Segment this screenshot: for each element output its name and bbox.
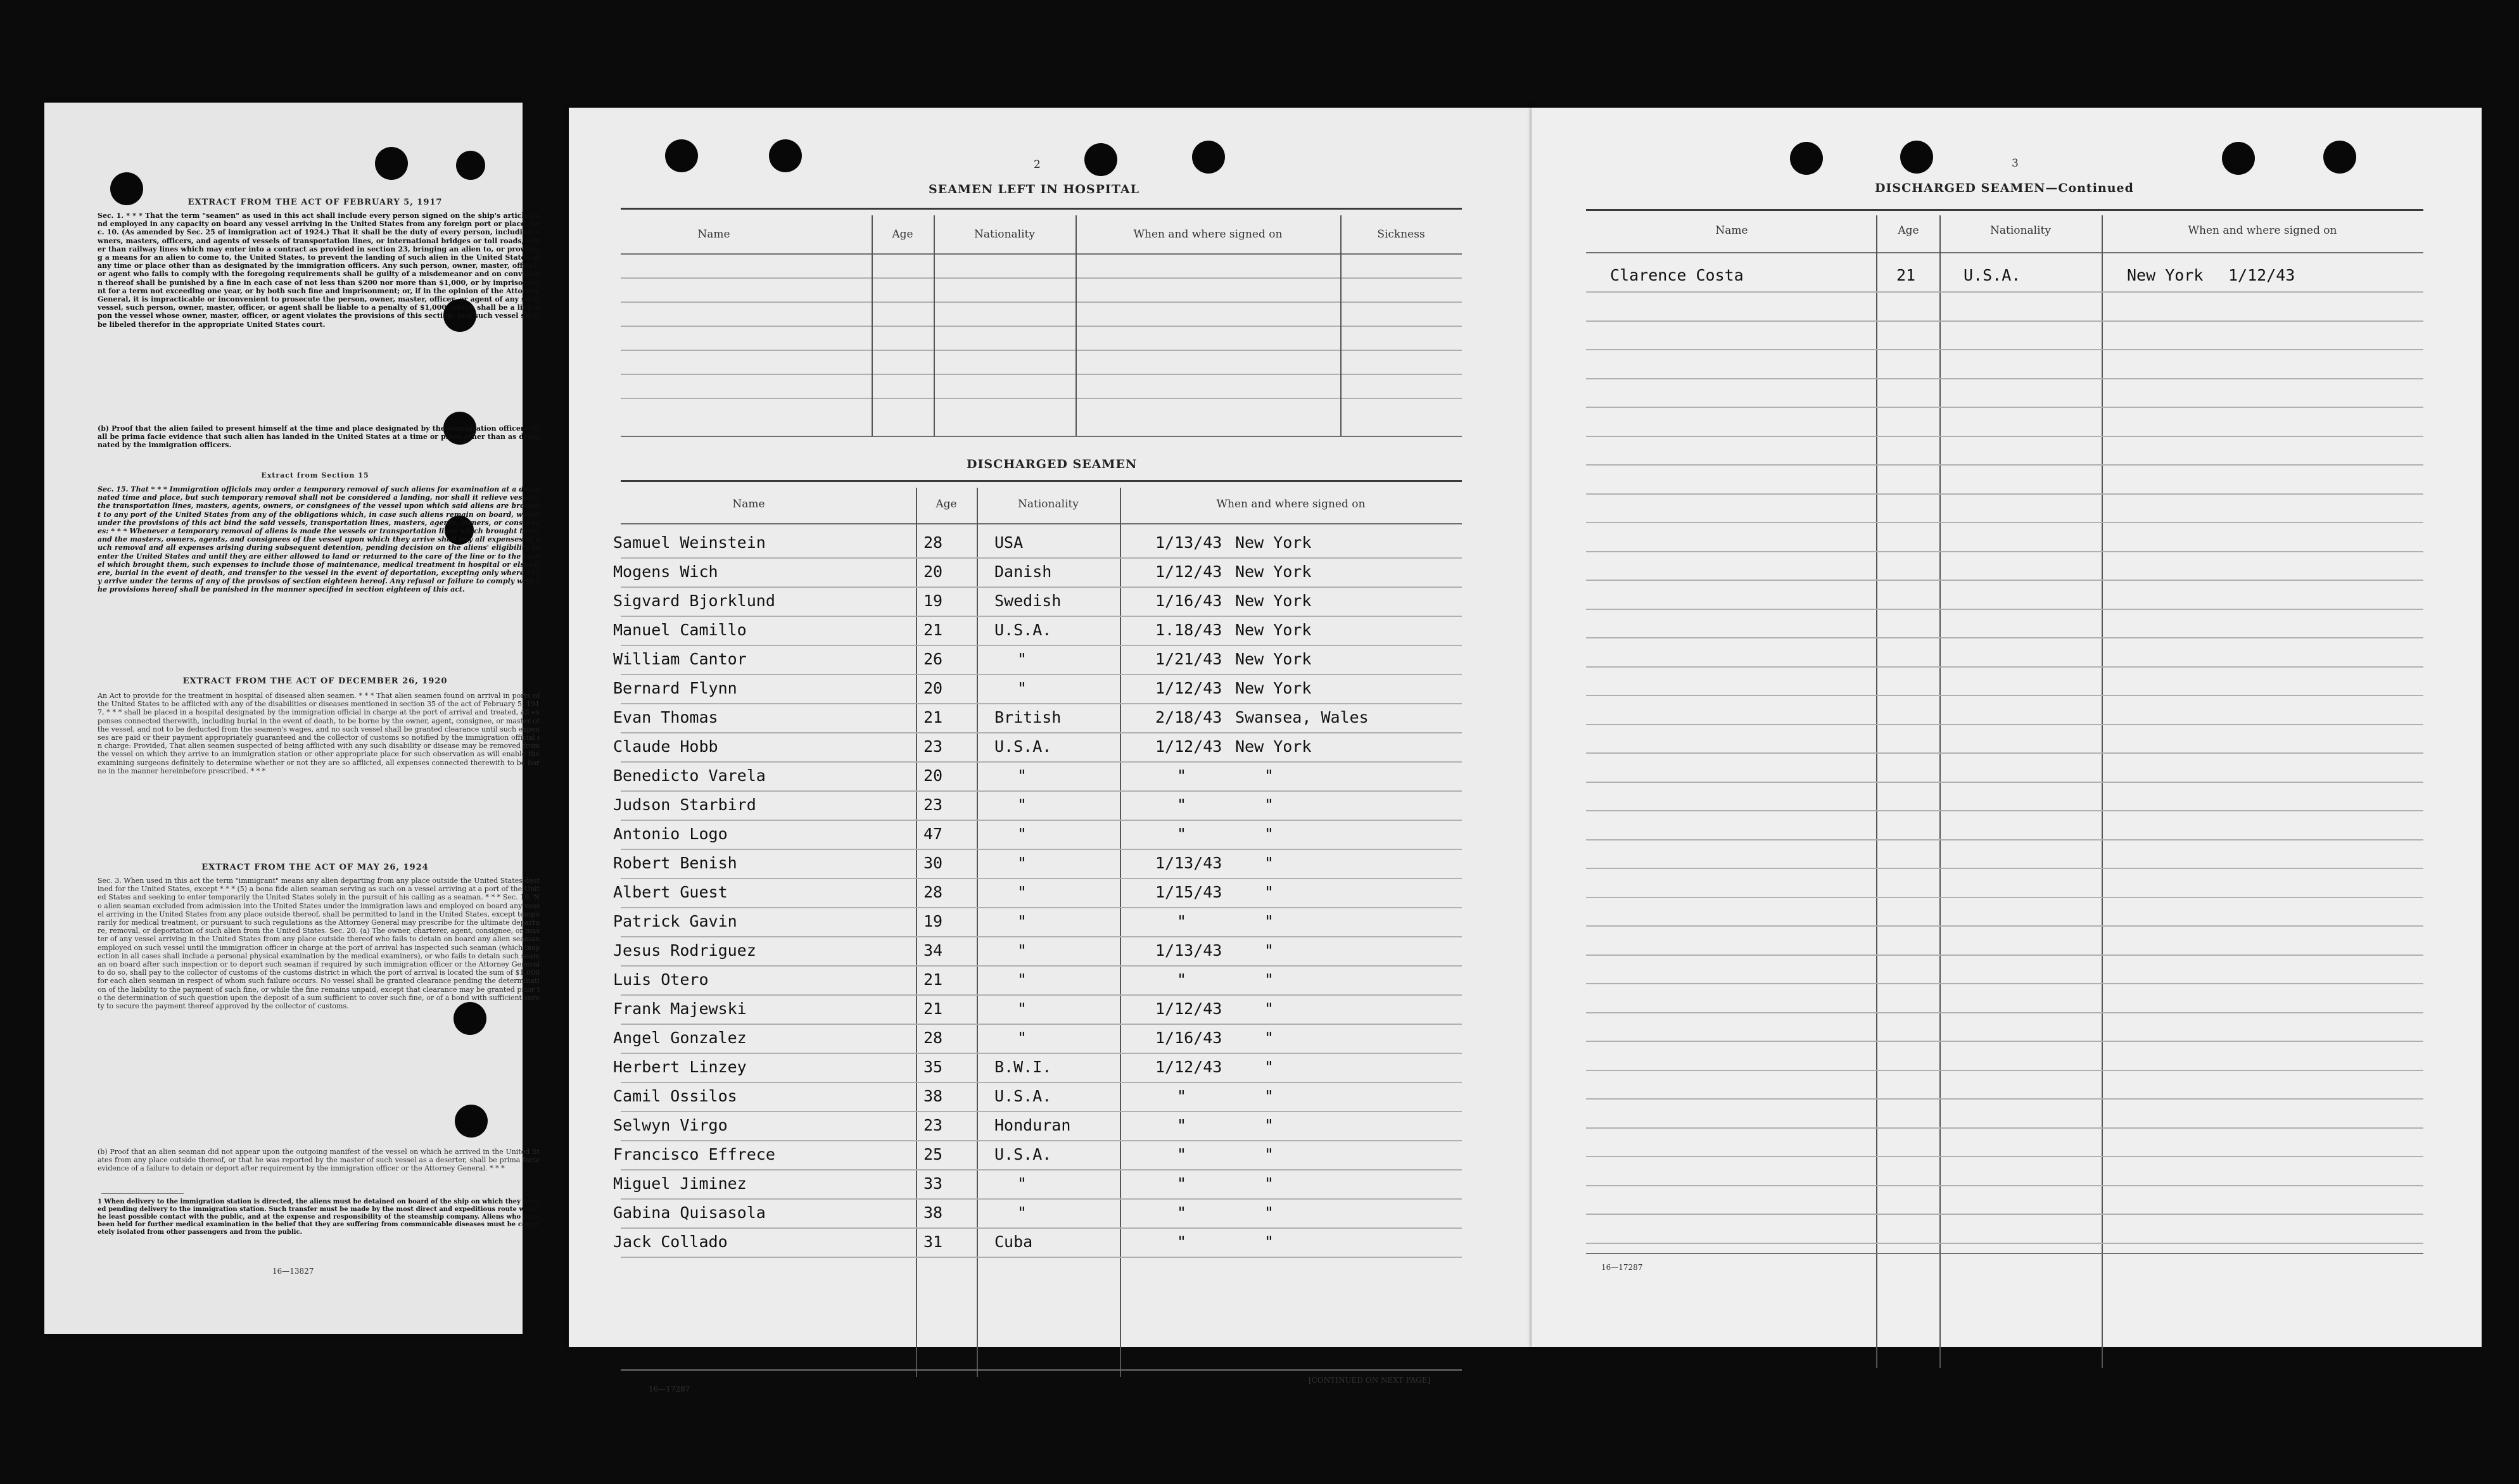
seaman-nationality: Swedish [994,592,1062,610]
seaman-signed-on-date: " [1177,1233,1187,1251]
seaman-name: Samuel Weinstein [613,533,766,552]
seaman-name: Sigvard Bjorklund [613,592,775,610]
seaman-signed-on-place: " [1264,796,1274,814]
seaman-age: 34 [923,941,943,960]
continued-row-rule [1586,1098,2423,1100]
hospital-table-top-rule [621,208,1462,210]
continued-row-rule [1586,925,2423,927]
discharged-row-rule [621,587,1462,588]
extract-paragraph: (b) Proof that the alien failed to present himself at the time and place designated by the immigration officers shall be prima facie evidence that such alien has landed in the United States at a time or place other than as designated by the immigration officers. [98,424,540,450]
seaman-nationality: British [994,708,1062,726]
seaman-signed-on-date: " [1177,1087,1187,1105]
discharged-row-rule [621,1024,1462,1025]
continued-column-rule [1939,215,1941,1368]
left-extract-sheet [44,103,540,1334]
seaman-signed-on-date: " [1177,1116,1187,1134]
form-number: 16—17287 [1601,1263,1643,1272]
seaman-name: Jack Collado [613,1233,728,1251]
seaman-age: 21 [923,621,943,639]
continued-row-rule [1586,1070,2423,1071]
punch-hole [2323,141,2356,174]
continued-row-rule [1586,724,2423,725]
discharged-row-rule [621,645,1462,646]
continued-row-rule [1586,897,2423,898]
extract-title-1920: EXTRACT FROM THE ACT OF DECEMBER 26, 1920 [182,676,448,686]
continued-column-rule [2102,215,2103,1368]
seaman-nationality: " [1017,883,1027,901]
seaman-age: 28 [923,1029,943,1047]
continued-row-rule [1586,320,2423,322]
discharged-row-rule [621,557,1462,559]
hospital-column-rule [934,215,935,436]
extract-footnote: 1 When delivery to the immigration station is directed, the aliens must be detained on board of the ship on which they arrived pending delivery to the immigration station. Such transfer must be made by the most direct and expeditious route with the least possible contact with the public, and at the expense and responsibility of the steamship company. Aliens who have been held for further medical examination in the belief that they are suffering from communicable diseases must be completely isolated from other passengers and from the public. [98,1198,540,1236]
seaman-age: 31 [923,1233,943,1251]
hospital-row-rule [621,398,1462,399]
discharged-row-rule [621,965,1462,967]
continued-row-rule [1586,695,2423,696]
seaman-age: 23 [923,1116,943,1134]
discharged-row-rule [621,936,1462,937]
seaman-signed-on-date: New York [2127,266,2204,284]
seaman-nationality: " [1017,941,1027,960]
punch-hole [1192,141,1225,174]
seaman-nationality: U.S.A. [1964,266,2021,284]
seaman-signed-on-date: 1.18/43 [1155,621,1222,639]
seaman-signed-on-date: " [1177,825,1187,843]
seaman-age: 28 [923,533,943,552]
seaman-signed-on-date: 1/21/43 [1155,650,1222,668]
seaman-signed-on-place: New York [1235,737,1312,756]
continued-row-rule [1586,1127,2423,1129]
page-number: 2 [1034,158,1041,171]
seaman-nationality: U.S.A. [994,621,1052,639]
hospital-row-rule [621,277,1462,279]
hospital-header-name: Name [697,228,730,241]
punch-hole [2222,142,2255,175]
seaman-signed-on-date: 1/12/43 [1155,999,1222,1018]
seaman-signed-on-place: " [1264,854,1274,872]
discharged-row-rule [621,994,1462,996]
discharged-row-rule [621,1169,1462,1170]
hospital-header-signed-on: When and where signed on [1133,228,1283,241]
hospital-header-rule [621,253,1462,255]
extract-title-1917: EXTRACT FROM THE ACT OF FEBRUARY 5, 1917 [187,198,443,207]
punch-hole [665,139,698,172]
discharged-header-age: Age [936,498,957,511]
seaman-age: 20 [923,562,943,581]
hospital-table-bottom-rule [621,436,1462,437]
discharged-row-rule [621,732,1462,733]
seaman-age: 23 [923,796,943,814]
seaman-signed-on-date: " [1177,796,1187,814]
continued-row-rule [1586,782,2423,783]
seaman-age: 19 [923,592,943,610]
seaman-nationality: " [1017,1029,1027,1047]
hospital-row-rule [621,374,1462,375]
seaman-signed-on-date: " [1177,970,1187,989]
seaman-signed-on-date: " [1177,766,1187,785]
continued-row-rule [1586,839,2423,840]
discharged-row-rule [621,1227,1462,1229]
hospital-column-rule [872,215,873,436]
form-number: 16—13827 [272,1267,314,1276]
seaman-signed-on-place: " [1264,1145,1274,1164]
hospital-section-title: SEAMEN LEFT IN HOSPITAL [929,182,1139,196]
discharged-row-rule [621,820,1462,821]
seaman-age: 38 [923,1203,943,1222]
discharged-header-name: Name [732,498,765,511]
continued-header-signed-on: When and where signed on [2188,224,2337,237]
continued-row-rule [1586,983,2423,984]
continued-header-age: Age [1898,224,1919,237]
hospital-column-rule [1075,215,1077,436]
seaman-name: Mogens Wich [613,562,718,581]
form-number: 16—17287 [649,1385,690,1393]
seaman-age: 21 [923,970,943,989]
seaman-signed-on-date: 1/13/43 [1155,533,1222,552]
seaman-name: Bernard Flynn [613,679,737,697]
seaman-age: 28 [923,883,943,901]
seaman-nationality: Cuba [994,1233,1033,1251]
hospital-column-rule [1340,215,1342,436]
discharged-row-rule [621,1082,1462,1083]
seaman-signed-on-date: 1/12/43 [1155,562,1222,581]
seaman-signed-on-place: " [1264,883,1274,901]
seaman-age: 25 [923,1145,943,1164]
seaman-signed-on-date: 2/18/43 [1155,708,1222,726]
seaman-age: 20 [923,679,943,697]
seaman-nationality: Honduran [994,1116,1071,1134]
seaman-nationality: " [1017,650,1027,668]
seaman-nationality: " [1017,970,1027,989]
discharged-row-rule [621,1257,1462,1258]
seaman-name: Albert Guest [613,883,728,901]
continued-row-rule [1586,609,2423,610]
seaman-age: 38 [923,1087,943,1105]
seaman-signed-on-place: New York [1235,621,1312,639]
continued-header-name: Name [1715,224,1748,237]
seaman-signed-on-place: 1/12/43 [2228,266,2295,284]
seaman-name: William Cantor [613,650,747,668]
seaman-nationality: U.S.A. [994,1145,1052,1164]
continued-row-rule [1586,1012,2423,1013]
discharged-continued-title: DISCHARGED SEAMEN—Continued [1875,181,2134,195]
seaman-age: 21 [1896,266,1916,284]
seaman-nationality: " [1017,854,1027,872]
discharged-column-rule [916,488,917,1377]
seaman-signed-on-date: 1/15/43 [1155,883,1222,901]
seaman-nationality: U.S.A. [994,1087,1052,1105]
seaman-signed-on-place: " [1264,1203,1274,1222]
seaman-signed-on-date: 1/12/43 [1155,1058,1222,1076]
discharged-table-bottom-rule [621,1369,1462,1371]
seaman-name: Antonio Logo [613,825,728,843]
continued-row-rule [1586,522,2423,523]
continued-row-rule [1586,349,2423,350]
seaman-age: 19 [923,912,943,930]
seaman-signed-on-place: " [1264,999,1274,1018]
seaman-signed-on-place: " [1264,912,1274,930]
seaman-signed-on-date: " [1177,1174,1187,1193]
seaman-name: Robert Benish [613,854,737,872]
seaman-age: 21 [923,708,943,726]
seaman-signed-on-place: " [1264,1029,1274,1047]
discharged-header-signed-on: When and where signed on [1216,498,1366,511]
seaman-name: Angel Gonzalez [613,1029,747,1047]
page-number: 3 [2012,157,2019,170]
seaman-signed-on-date: 1/16/43 [1155,592,1222,610]
continued-column-rule [1876,215,1877,1368]
seaman-signed-on-place: New York [1235,679,1312,697]
seaman-signed-on-place: " [1264,1233,1274,1251]
continued-row-rule [1586,291,2423,293]
seaman-signed-on-place: " [1264,1116,1274,1134]
punch-hole [1790,142,1823,175]
continued-row-rule [1586,407,2423,408]
seaman-signed-on-date: " [1177,1145,1187,1164]
seaman-signed-on-date: 1/12/43 [1155,679,1222,697]
seaman-nationality: U.S.A. [994,737,1052,756]
seaman-nationality: B.W.I. [994,1058,1052,1076]
seaman-age: 47 [923,825,943,843]
hospital-row-rule [621,301,1462,303]
seaman-nationality: " [1017,999,1027,1018]
discharged-row-rule [621,674,1462,675]
hospital-header-age: Age [892,228,913,241]
seaman-signed-on-date: 1/13/43 [1155,941,1222,960]
seaman-signed-on-place: Swansea, Wales [1235,708,1369,726]
continued-row-rule [1586,378,2423,379]
hospital-header-nationality: Nationality [974,228,1035,241]
continued-row-rule [1586,436,2423,437]
seaman-signed-on-date: 1/13/43 [1155,854,1222,872]
discharged-section-title: DISCHARGED SEAMEN [967,457,1138,471]
seaman-signed-on-place: New York [1235,650,1312,668]
discharged-row-rule [621,1111,1462,1112]
seaman-signed-on-date: " [1177,1203,1187,1222]
seaman-age: 20 [923,766,943,785]
hospital-row-rule [621,350,1462,351]
extract-title-section-15: Extract from Section 15 [261,471,369,479]
continued-row-rule [1586,954,2423,956]
discharged-row-rule [621,907,1462,908]
punch-hole [1900,141,1933,174]
seaman-nationality: " [1017,825,1027,843]
seaman-signed-on-place: " [1264,970,1274,989]
seaman-name: Evan Thomas [613,708,718,726]
continued-row-rule [1586,752,2423,754]
discharged-row-rule [621,761,1462,763]
seaman-age: 33 [923,1174,943,1193]
extract-paragraph: (b) Proof that an alien seaman did not appear upon the outgoing manifest of the vessel on which he arrived in the United States from any place outside thereof, or that he was reported by the master of such vessel as a deserter, shall be prima facie evidence of a failure to detain or deport after requirement by the immigration officer or the Attorney General. * * * [98,1148,540,1173]
discharged-header-rule [621,523,1462,524]
discharged-row-rule [621,703,1462,704]
continued-row-rule [1586,666,2423,668]
seaman-name: Miguel Jiminez [613,1174,747,1193]
extract-paragraph: Sec. 1. * * * That the term "seamen" as used in this act shall include every person signed on the ship's articles and employed in any capacity on board any vessel arriving in the United States from any foreign port or place. Sec. 10. (As amended by Sec. 25 of immigration act of 1924.) That it shall be the duty of every person, including owners, masters, officers, and agents of vessels of transportation lines, or international bridges or toll roads, other than railway lines which may enter into a contract as provided in section 23, bringing an alien to, or providing a means for an alien to come to, the United States, to prevent the landing of such alien in the United States at any time or place other than as designated by the immigration officers. Any such person, owner, master, officer, or agent who fails to comply with the foregoing requirements shall be guilty of a misdemeanor and on conviction thereof shall be punished by a fine in each case of not less than $200 nor more than $1,000, or by imprisonment for a term not exceeding one year, or by both such fine and imprisonment; or, if in the opinion of the Attorney General, it is impracticable or inconvenient to prosecute the person, owner, master, officer, or agent of any such vessel, such person, owner, master, officer, or agent shall be liable to a penalty of $1,000, which shall be a lien upon the vessel whose owner, master, officer, or agent violates the provisions of this section, and such vessel shall be libeled therefor in the appropriate United States court. [98,212,540,329]
seaman-age: 21 [923,999,943,1018]
seaman-signed-on-place: " [1264,825,1274,843]
seaman-nationality: USA [994,533,1024,552]
seaman-name: Gabina Quisasola [613,1203,766,1222]
seaman-age: 35 [923,1058,943,1076]
seaman-signed-on-date: 1/12/43 [1155,737,1222,756]
ledger-page-3 [1532,108,2482,1347]
ledger-page-2 [569,108,1532,1393]
continued-row-rule [1586,1214,2423,1215]
discharged-row-rule [621,878,1462,879]
seaman-signed-on-place: " [1264,1058,1274,1076]
extract-paragraph: An Act to provide for the treatment in hospital of diseased alien seamen. * * * That alien seamen found on arrival in ports of the United States to be afflicted with any of the disabilities or diseases mentioned in section 35 of the act of February 5, 1917, * * * shall be placed in a hospital designated by the immigration official in charge at the port of arrival and treated, all expenses connected therewith, including burial in the event of death, to be borne by the owner, agent, consignee, or master of the vessel, and not to be deducted from the seamen's wages, and no such vessel shall be granted clearance until such expenses are paid or their payment appropriately guaranteed and the collector of customs so notified by the immigration official in charge: Provided, That alien seamen suspected of being afflicted with any such disability or disease may be removed from the vessel on which they arrive to an immigration station or other appropriate place for such observation as will enable the examining surgeons definitely to determine whether or not they are so afflicted, all expenses connected therewith to be borne in the manner hereinbefore prescribed. * * * [98,692,540,775]
seaman-name: Benedicto Varela [613,766,766,785]
seaman-signed-on-date: " [1177,912,1187,930]
extract-title-1924: EXTRACT FROM THE ACT OF MAY 26, 1924 [201,863,429,872]
seaman-signed-on-place: " [1264,1087,1274,1105]
seaman-age: 30 [923,854,943,872]
seaman-age: 23 [923,737,943,756]
continued-row-rule [1586,551,2423,552]
seaman-signed-on-place: New York [1235,533,1312,552]
seaman-name: Camil Ossilos [613,1087,737,1105]
discharged-row-rule [621,616,1462,617]
seaman-signed-on-place: New York [1235,562,1312,581]
continued-header-rule [1586,252,2423,253]
discharged-row-rule [621,849,1462,850]
continued-row-rule [1586,868,2423,869]
discharged-column-rule [977,488,978,1377]
continued-header-nationality: Nationality [1990,224,2051,237]
discharged-row-rule [621,1140,1462,1141]
extract-paragraph: Sec. 3. When used in this act the term "immigrant" means any alien departing from any place outside the United States destined for the United States, except * * * (5) a bona fide alien seaman serving as such on a vessel arriving at a port of the United States and seeking to enter temporarily the United States solely in the pursuit of his calling as a seaman. * * * Sec. 19. No alien seaman excluded from admission into the United States under the immigration laws and employed on board any vessel arriving in the United States from any place outside thereof, shall be permitted to land in the United States, except temporarily for medical treatment, or pursuant to such regulations as the Attorney General may prescribe for the ultimate departure, removal, or deportation of such alien from the United States. Sec. 20. (a) The owner, charterer, agent, consignee, or master of any vessel arriving in the United States from any place outside thereof who fails to detain on board any alien seaman employed on such vessel until the immigration officer in charge at the port of arrival has inspected such seaman (which inspection in all cases shall include a personal physical examination by the medical examiners), or who fails to detain such seaman on board after such inspection or to deport such seaman if required by such immigration officer or the Attorney General to do so, shall pay to the collector of customs of the customs district in which the port of arrival is located the sum of $1,000 for each alien seaman in respect of whom such failure occurs. No vessel shall be granted clearance pending the determination of the liability to the payment of such fine, or while the fine remains unpaid, except that clearance may be granted prior to the determination of such question upon the deposit of a sum sufficient to cover such fine, or of a bond with sufficient surety to secure the payment thereof approved by the collector of customs. [98,877,540,1011]
continued-table-top-rule [1586,209,2423,211]
seaman-nationality: " [1017,1203,1027,1222]
discharged-table-top-rule [621,480,1462,482]
continued-row-rule [1586,810,2423,811]
seaman-signed-on-place: " [1264,1174,1274,1193]
punch-hole [769,139,802,172]
seaman-nationality: Danish [994,562,1052,581]
seaman-name: Herbert Linzey [613,1058,747,1076]
continued-note: [CONTINUED ON NEXT PAGE] [1309,1376,1431,1385]
seaman-name: Judson Starbird [613,796,756,814]
hospital-row-rule [621,326,1462,327]
seaman-signed-on-place: " [1264,766,1274,785]
seaman-name: Claude Hobb [613,737,718,756]
continued-row-rule [1586,1041,2423,1042]
punch-hole [1084,143,1117,176]
continued-row-rule [1586,1243,2423,1244]
seaman-name: Clarence Costa [1610,266,1744,284]
discharged-row-rule [621,1053,1462,1054]
seaman-nationality: " [1017,796,1027,814]
footnote-divider [101,1193,184,1194]
seaman-nationality: " [1017,679,1027,697]
seaman-name: Patrick Gavin [613,912,737,930]
seaman-nationality: " [1017,912,1027,930]
seaman-name: Francisco Effrece [613,1145,775,1164]
seaman-signed-on-date: 1/16/43 [1155,1029,1222,1047]
discharged-header-nationality: Nationality [1018,498,1079,511]
punch-hole [456,151,485,180]
seaman-name: Frank Majewski [613,999,747,1018]
continued-row-rule [1586,1156,2423,1157]
seaman-name: Manuel Camillo [613,621,747,639]
seaman-nationality: " [1017,1174,1027,1193]
seaman-nationality: " [1017,766,1027,785]
continued-row-rule [1586,580,2423,581]
seaman-signed-on-place: New York [1235,592,1312,610]
seaman-age: 26 [923,650,943,668]
continued-row-rule [1586,464,2423,466]
discharged-row-rule [621,1198,1462,1200]
hospital-header-sickness: Sickness [1377,228,1425,241]
continued-row-rule [1586,493,2423,495]
seaman-name: Luis Otero [613,970,709,989]
seaman-name: Jesus Rodriguez [613,941,756,960]
discharged-column-rule [1120,488,1121,1377]
seaman-signed-on-place: " [1264,941,1274,960]
discharged-row-rule [621,790,1462,792]
seaman-name: Selwyn Virgo [613,1116,728,1134]
continued-table-bottom-rule [1586,1253,2423,1254]
continued-row-rule [1586,637,2423,638]
punch-hole [375,147,408,180]
continued-row-rule [1586,1185,2423,1186]
extract-paragraph: Sec. 15. That * * * Immigration officials may order a temporary removal of such aliens for examination at a designated time and place, but such temporary removal shall not be considered a landing, nor shall it relieve vessels, the transportation lines, masters, agents, owners, or consignees of the vessel upon which said aliens are brought to any port of the United States from any of the obligations which, in case such aliens remain on board, would under the provisions of this act bind the said vessels, transportation lines, masters, agents, owners, or consignees: * * * Whenever a temporary removal of aliens is made the vessels or transportation lines which brought them and the masters, owners, agents, and consignees of the vessel upon which they arrive shall pay all expenses of such removal and all expenses arising during subsequent detention, pending decision on the aliens' eligibility to enter the United States and until they are either allowed to land or returned to the care of the line or to the vessel which brought them, such expenses to include those of maintenance, medical treatment in hospital or elsewhere, burial in the event of death, and transfer to the vessel in the event of deportation, excepting only where they arrive under the terms of any of the provisos of section eighteen hereof. Any refusal or failure to comply with the provisions hereof shall be punished in the manner specified in section eighteen of this act. [98,485,540,594]
